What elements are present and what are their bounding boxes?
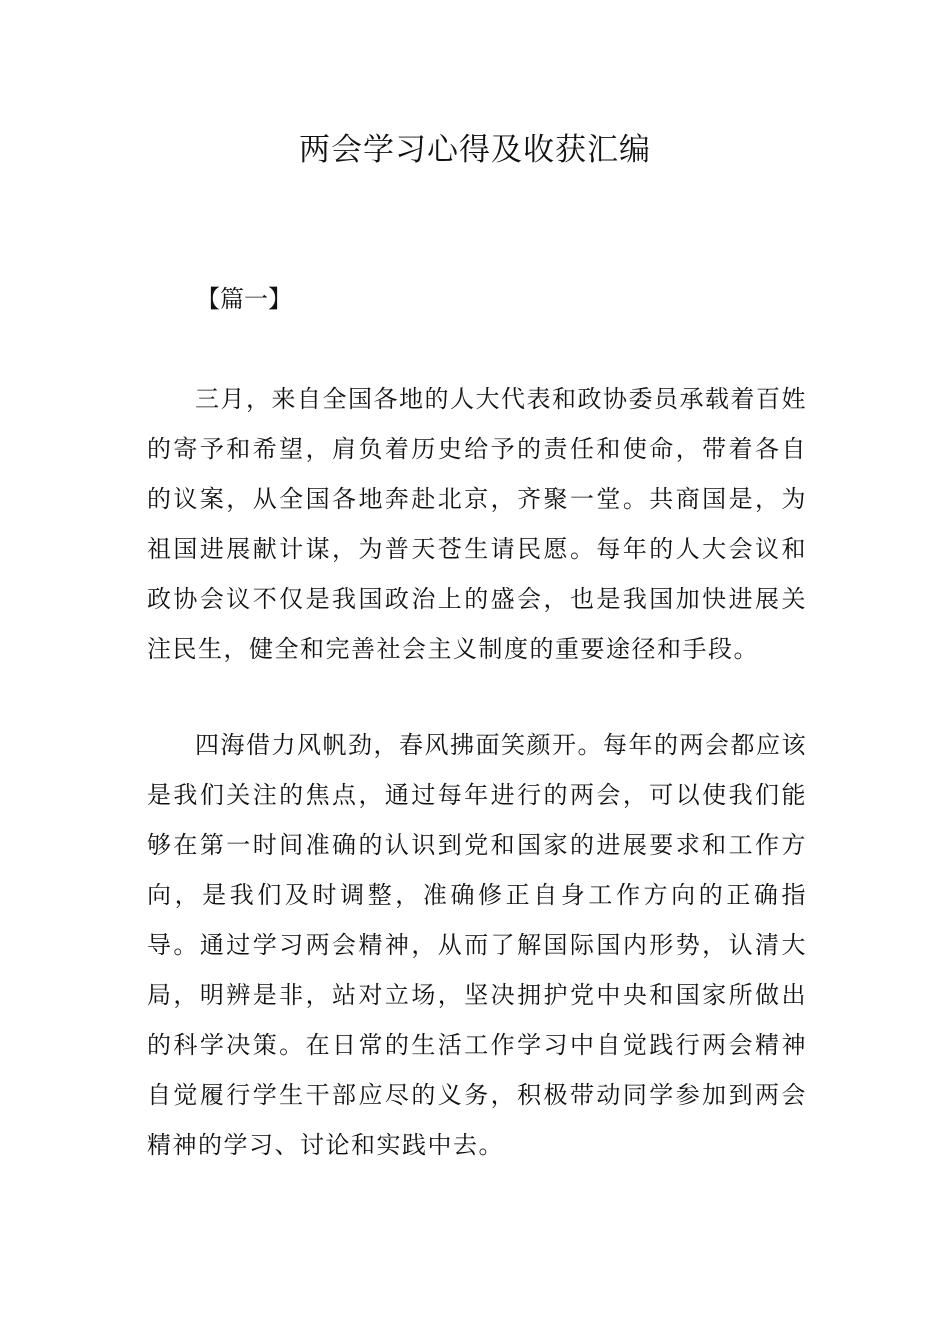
section-label: 【篇一】 [196, 285, 292, 313]
paragraph-1: 三月，来自全国各地的人大代表和政协委员承载着百姓的寄予和希望，肩负着历史给予的责任和使命，带着各自的议案，从全国各地奔赴北京，齐聚一堂。共商国是，为祖国进展献计谋，为普天苍生请民愿。每年的人大会议和政协会议不仅是我国政治上的盛会，也是我国加快进展关注民生，健全和完善社会主义制度的重要途径和手段。 [147, 385, 807, 663]
document-title: 两会学习心得及收获汇编 [299, 132, 651, 168]
paragraph-2: 四海借力风帆劲，春风拂面笑颜开。每年的两会都应该是我们关注的焦点，通过每年进行的两会，可以使我们能够在第一时间准确的认识到党和国家的进展要求和工作方向，是我们及时调整，准确修正自身工作方向的正确指导。通过学习两会精神，从而了解国际国内形势，认清大局，明辨是非，站对立场，坚决拥护党中央和国家所做出的科学决策。在日常的生活工作学习中自觉践行两会精神自觉履行学生干部应尽的义务，积极带动同学参加到两会精神的学习、讨论和实践中去。 [147, 731, 807, 1159]
